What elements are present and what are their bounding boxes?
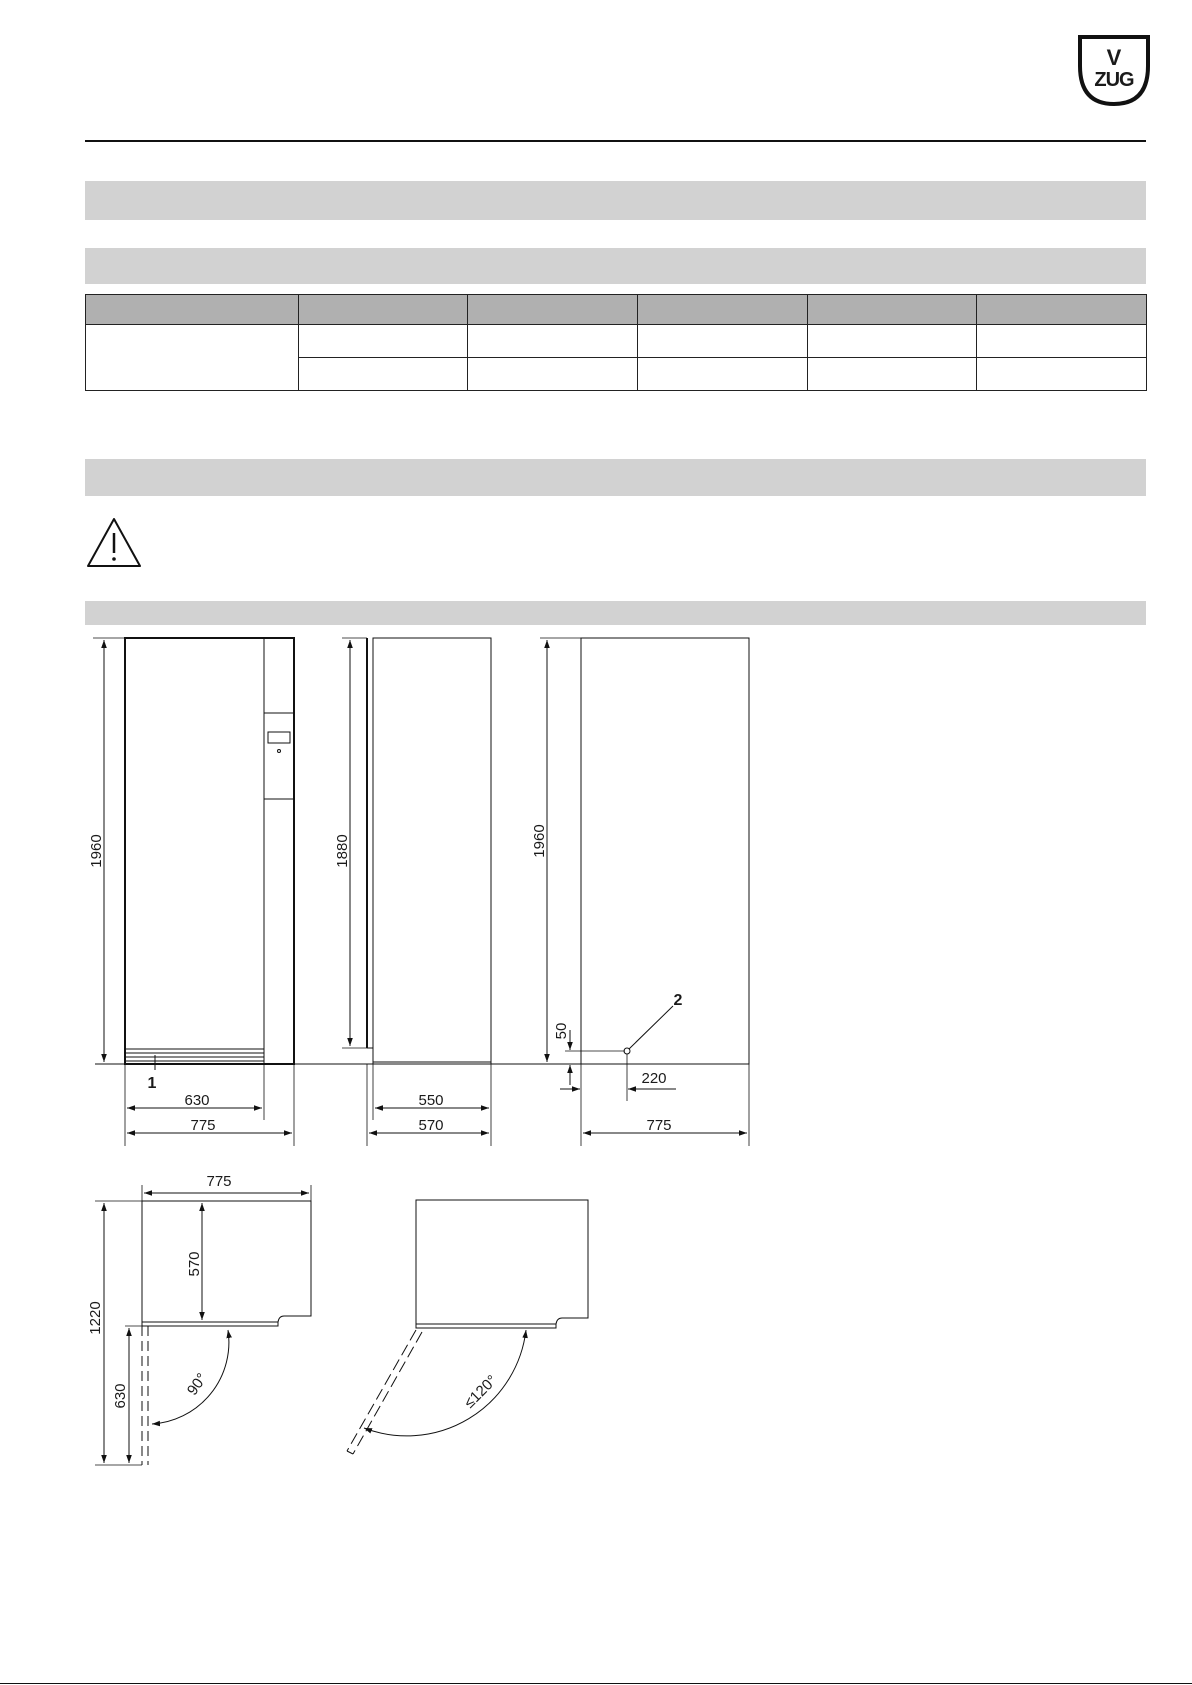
side-outer-depth-label: 570 — [418, 1117, 444, 1134]
front-inner-width-label: 630 — [184, 1092, 210, 1109]
callout-2: 2 — [673, 992, 683, 1009]
plan90-depth-label: 570 — [186, 1251, 203, 1277]
back-offset-horizontal-label: 220 — [641, 1070, 667, 1087]
logo-text-top: V — [1106, 45, 1122, 70]
plan120-angle-label: ≤120° — [460, 1371, 501, 1412]
plan90-door-label: 630 — [112, 1383, 129, 1409]
plan-view-120 — [347, 1200, 588, 1454]
plan90-angle-label: 90° — [183, 1370, 211, 1399]
logo-text-bottom: ZUG — [1094, 69, 1134, 91]
back-width-label: 775 — [646, 1117, 672, 1134]
back-offset-vertical-label: 50 — [553, 1022, 570, 1040]
plan90-total-depth-label: 1220 — [87, 1301, 104, 1335]
footer-rule — [0, 1683, 1192, 1684]
side-inner-depth-label: 550 — [418, 1092, 444, 1109]
back-height-label: 1960 — [531, 824, 548, 858]
front-height-label: 1960 — [88, 834, 105, 868]
callout-1: 1 — [147, 1075, 157, 1092]
front-view — [93, 638, 294, 1146]
side-view — [342, 638, 491, 1146]
plan90-width-label: 775 — [206, 1173, 232, 1190]
side-height-label: 1880 — [334, 834, 351, 868]
front-outer-width-label: 775 — [190, 1117, 216, 1134]
plan-view-90 — [95, 1185, 311, 1465]
